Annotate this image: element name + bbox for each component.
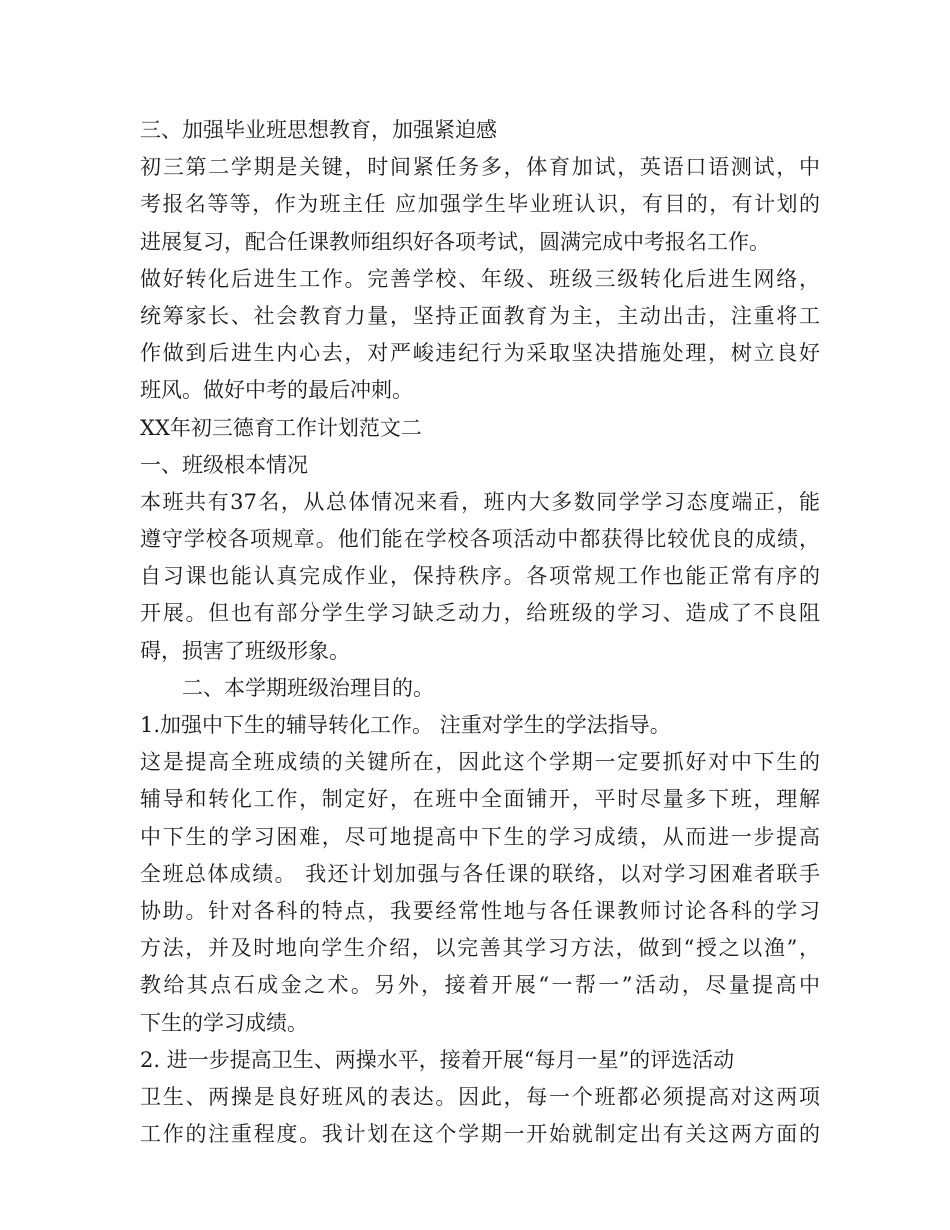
text-line: 班风。做好中考的最后冲刺。 bbox=[140, 378, 413, 403]
text-line: 2. 进一步提高卫生、两操水平，接着开展“每月一星”的评选活动 bbox=[140, 1047, 735, 1072]
text-line: 工作的注重程度。我计划在这个学期一开始就制定出有关这两方面的 bbox=[140, 1122, 820, 1147]
text-line: 二、本学期班级治理目的。 bbox=[182, 675, 434, 700]
text-line: 一、班级根本情况 bbox=[140, 452, 308, 477]
text-line: 做好转化后进生工作。完善学校、年级、班级三级转化后进生网络， bbox=[140, 266, 820, 291]
text-line: 下生的学习成绩。 bbox=[140, 1010, 308, 1035]
text-line: 考报名等等，作为班主任 应加强学生毕业班认识，有目的，有计划的 bbox=[140, 192, 820, 217]
text-line: 开展。但也有部分学生学习缺乏动力，给班级的学习、造成了不良阻 bbox=[140, 601, 820, 626]
text-line: 遵守学校各项规章。他们能在学校各项活动中都获得比较优良的成绩， bbox=[140, 527, 820, 552]
text-line: 教给其点石成金之术。另外，接着开展“一帮一”活动，尽量提高中 bbox=[140, 973, 820, 998]
text-line: 自习课也能认真完成作业，保持秩序。各项常规工作也能正常有序的 bbox=[140, 564, 820, 589]
text-line: 1.加强中下生的辅导转化工作。 注重对学生的学法指导。 bbox=[140, 713, 671, 737]
text-line: 三、加强毕业班思想教育，加强紧迫感 bbox=[140, 118, 497, 142]
text-line: 中下生的学习困难，尽可地提高中下生的学习成绩，从而进一步提高 bbox=[140, 824, 820, 849]
text-line: 初三第二学期是关键，时间紧任务多，体育加试，英语口语测试，中 bbox=[140, 155, 820, 180]
text-line: 方法，并及时地向学生介绍，以完善其学习方法，做到“授之以渔”， bbox=[140, 936, 820, 961]
document-body bbox=[140, 112, 820, 1153]
text-line: 统筹家长、社会教育力量，坚持正面教育为主，主动出击，注重将工 bbox=[140, 303, 820, 328]
text-line: 作做到后进生内心去，对严峻违纪行为采取坚决措施处理，树立良好 bbox=[140, 341, 820, 366]
text-line: 碍，损害了班级形象。 bbox=[140, 638, 350, 663]
text-line: 这是提高全班成绩的关键所在，因此这个学期一定要抓好对中下生的 bbox=[140, 750, 820, 775]
text-line: XX年初三德育工作计划范文二 bbox=[140, 415, 422, 440]
text-line: 本班共有37名，从总体情况来看，班内大多数同学学习态度端正，能 bbox=[140, 489, 820, 514]
text-line: 全班总体成绩。 我还计划加强与各任课的联络，以对学习困难者联手 bbox=[140, 861, 820, 886]
text-line: 辅导和转化工作，制定好，在班中全面铺开，平时尽量多下班，理解 bbox=[140, 787, 820, 812]
text-line: 协助。针对各科的特点，我要经常性地与各任课教师讨论各科的学习 bbox=[140, 898, 820, 923]
text-line: 卫生、两操是良好班风的表达。因此，每一个班都必须提高对这两项 bbox=[140, 1084, 820, 1109]
text-line: 进展复习，配合任课教师组织好各项考试，圆满完成中考报名工作。 bbox=[140, 229, 770, 254]
